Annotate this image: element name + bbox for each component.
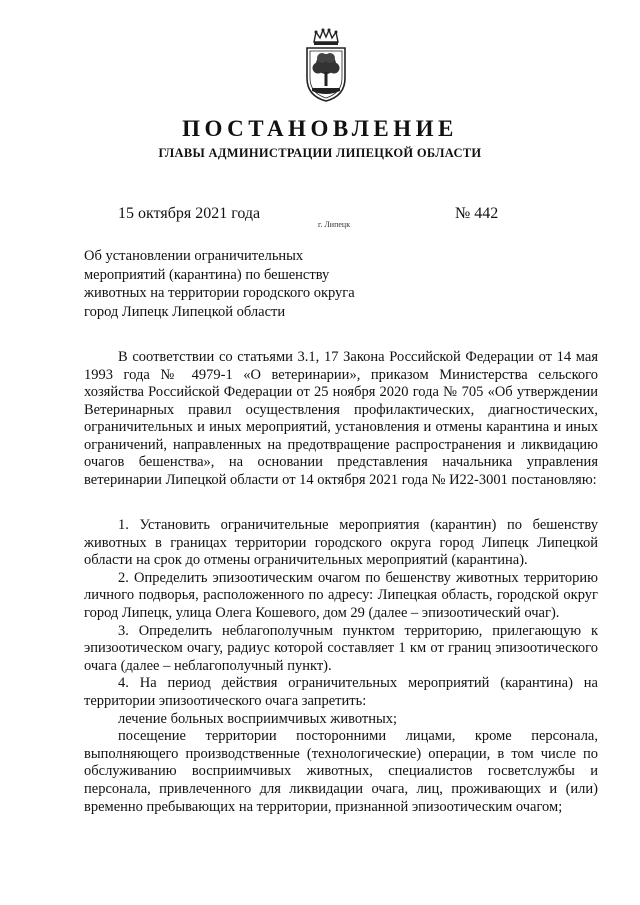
decree-subitem-visits: посещение территории посторонними лицами, кроме персонала, выполняющего производственные (технологические) операции, в том числе по обслуживанию восприимчивых животных, специалистов госветслужбы и персонала, привлеченного для ликвидации очага, лиц, проживающих и (или) временно пребывающих на территории, признанной эпизоотическим очагом;: [84, 728, 598, 815]
decree-item-4: 4. На период действия ограничительных мероприятий (карантина) на территории эпизоотического очага запретить:: [84, 675, 598, 709]
preamble-paragraph: В соответствии со статьями 3.1, 17 Закона Российской Федерации от 14 мая 1993 года № 4979-1 «О ветеринарии», приказом Министерства сельского хозяйства Российской Федерации от 25 ноября 2020 года № 705 «Об утверждении Ветеринарных правил осуществления профилактических, диагностических, ограничительных и иных мероприятий, установления и отмены карантина и иных ограничений, направленных на предотвращение распространения и ликвидацию очагов бешенства», на основании представления начальника управления ветеринарии Липецкой области от 14 октября 2021 года № И22-3001 постановляю:: [84, 349, 598, 488]
coat-of-arms-icon: [302, 28, 350, 104]
document-city: г. Липецк: [318, 220, 351, 229]
document-title: ПОСТАНОВЛЕНИЕ: [182, 116, 458, 141]
decree-item-2: 2. Определить эпизоотическим очагом по бешенству животных территорию личного подворья, расположенного по адресу: Липецкая область, городской округ город Липецк, улица Олега Кошевого, дом 29 (далее – эпизоотический очаг).: [84, 569, 598, 621]
document-date: 15 октября 2021 года: [118, 205, 261, 222]
document-number: № 442: [455, 205, 499, 222]
decree-subitem-treatment: лечение больных восприимчивых животных;: [118, 710, 397, 727]
decree-items: [84, 517, 598, 816]
document-subtitle: ГЛАВЫ АДМИНИСТРАЦИИ ЛИПЕЦКОЙ ОБЛАСТИ: [158, 146, 482, 160]
decree-item-1: 1. Установить ограничительные мероприятия (карантин) по бешенству животных в границах территории городского округа город Липецк Липецкой области на срок до отмены ограничительных мероприятий (карантина).: [84, 517, 598, 569]
decree-item-3: 3. Определить неблагополучным пунктом территорию, прилегающую к эпизоотическом очагу, радиус которой составляет 1 км от границ эпизоотического очага (далее – неблагополучный пункт).: [84, 622, 598, 674]
document-heading: Об установлении ограничительных мероприятий (карантина) по бешенству животных на территории городского округа город Липецк Липецкой области: [84, 248, 355, 320]
